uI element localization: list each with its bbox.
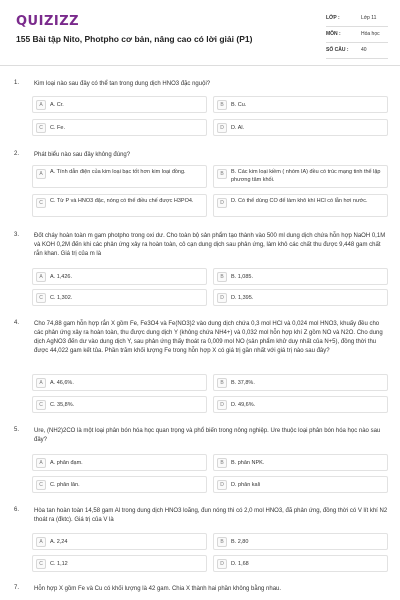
option-letter: C xyxy=(36,400,46,410)
question-text: Đốt cháy hoàn toàn m gam photpho trong oxi dư. Cho toàn bộ sản phẩm tạo thành vào 500 ml dung dịch chứa hỗn hợp NaOH 0,1M và KOH 0,2M đến khi các phản ứng xảy ra hoàn toàn, cô cạn dung dịch sau phản ứng, làm khô các chất thu được 9,448 gam chất rắn khan. Giá trị của m là xyxy=(34,233,386,257)
option-text: A. 46,6%. xyxy=(50,380,74,386)
option-b[interactable] xyxy=(213,454,388,471)
option-d[interactable] xyxy=(213,289,388,306)
option-letter: C xyxy=(36,480,46,490)
option-text: C. 35,8%. xyxy=(50,402,75,408)
option-text: B. Các kim loại kiềm ( nhóm IA) đều có trúc mạng tinh thể lập phương tâm khối. xyxy=(231,169,381,183)
option-letter: B xyxy=(217,537,227,547)
option-b[interactable] xyxy=(213,533,388,550)
meta-divider xyxy=(326,26,388,27)
question-text: Hòa tan hoàn toàn 14,58 gam Al trong dung dịch HNO3 loãng, đun nóng thì có 2,0 mol HNO3, đã phản ứng, đồng thời có V lít khí N2 thoát ra (đktc). Giá trị của V là xyxy=(34,508,388,523)
question-text: Kim loại nào sau đây có thể tan trong dung dịch HNO3 đặc nguội? xyxy=(34,81,211,87)
option-c[interactable] xyxy=(32,289,207,306)
option-letter: C xyxy=(36,559,46,569)
option-letter: A xyxy=(36,272,46,282)
option-c[interactable] xyxy=(32,396,207,413)
option-a[interactable] xyxy=(32,533,207,550)
document-title: 155 Bài tập Nito, Photpho cơ bản, nâng cao có lời giải (P1) xyxy=(16,34,253,44)
option-c[interactable] xyxy=(32,555,207,572)
option-c[interactable] xyxy=(32,476,207,493)
option-d[interactable] xyxy=(213,194,388,217)
option-text: B. 1,085. xyxy=(231,274,254,280)
option-text: B. 37,8%. xyxy=(231,380,255,386)
question-count-label: SỐ CÂU : xyxy=(326,47,349,53)
meta-divider xyxy=(326,58,388,59)
option-b[interactable] xyxy=(213,96,388,113)
option-letter: A xyxy=(36,378,46,388)
option-letter: D xyxy=(217,480,227,490)
option-letter: B xyxy=(217,458,227,468)
quizizz-logo[interactable]: QUIZIZZ xyxy=(16,14,80,29)
option-text: C. phân lân. xyxy=(50,482,80,488)
option-letter: B xyxy=(217,272,227,282)
option-text: D. Có thể dùng CO để làm khô khí HCl có lẫn hơi nước. xyxy=(231,198,368,204)
option-letter: B xyxy=(217,169,227,179)
option-letter: D xyxy=(217,400,227,410)
subject-value: Hóa học xyxy=(361,31,380,37)
option-d[interactable] xyxy=(213,476,388,493)
option-d[interactable] xyxy=(213,555,388,572)
option-b[interactable] xyxy=(213,165,388,188)
option-text: C. Từ P và HNO3 đặc, nóng có thể điều chế được H3PO4. xyxy=(50,198,194,204)
option-a[interactable] xyxy=(32,268,207,285)
option-letter: A xyxy=(36,169,46,179)
option-text: D. 49,6%. xyxy=(231,402,256,408)
option-letter: D xyxy=(217,198,227,208)
grade-value: Lớp 11 xyxy=(361,15,377,21)
option-a[interactable] xyxy=(32,454,207,471)
option-letter: C xyxy=(36,123,46,133)
option-c[interactable] xyxy=(32,194,207,217)
option-text: A. 1,426. xyxy=(50,274,73,280)
question-number: 5. xyxy=(14,427,20,433)
question-number: 1. xyxy=(14,80,20,86)
question-number: 4. xyxy=(14,320,20,326)
option-letter: D xyxy=(217,559,227,569)
question-count-value: 40 xyxy=(361,47,367,53)
option-a[interactable] xyxy=(32,374,207,391)
option-text: C. Fe. xyxy=(50,125,65,131)
option-text: C. 1,12 xyxy=(50,561,68,567)
option-letter: B xyxy=(217,378,227,388)
option-letter: C xyxy=(36,293,46,303)
option-c[interactable] xyxy=(32,119,207,136)
option-text: D. Al. xyxy=(231,125,245,131)
option-letter: A xyxy=(36,458,46,468)
option-text: A. Cr. xyxy=(50,102,64,108)
option-letter: D xyxy=(217,293,227,303)
question-number: 3. xyxy=(14,232,20,238)
option-letter: A xyxy=(36,537,46,547)
option-text: A. 2,24 xyxy=(50,539,68,545)
option-text: D. phân kali xyxy=(231,482,261,488)
meta-divider xyxy=(326,42,388,43)
question-number: 6. xyxy=(14,507,20,513)
document-header xyxy=(0,0,400,66)
option-text: A. Tính dẫn điện của kim loại bạc tốt hơn kim loại đồng. xyxy=(50,169,186,175)
option-text: A. phân đạm. xyxy=(50,460,83,466)
option-text: C. 1,302. xyxy=(50,295,73,301)
subject-label: MÔN : xyxy=(326,31,341,37)
option-a[interactable] xyxy=(32,165,207,188)
option-letter: C xyxy=(36,198,46,208)
option-text: B. phân NPK. xyxy=(231,460,265,466)
option-b[interactable] xyxy=(213,268,388,285)
option-text: B. Cu. xyxy=(231,102,247,108)
option-d[interactable] xyxy=(213,396,388,413)
question-text: Cho 74,88 gam hỗn hợp rắn X gồm Fe, Fe3O4 và Fe(NO3)2 vào dung dịch chứa 0,3 mol HCl và 0,024 mol HNO3, khuấy đều cho các phản ứng xảy ra hoàn toàn, thu được dung dịch Y (không chứa NH4+) và 0,032 mol hỗn hợp khí Z gồm NO và N2O. Cho dung dịch AgNO3 đến dư vào dung dịch Y, sau phản ứng thấy thoát ra 0,009 mol NO (sản phẩm khử duy nhất của N+5), đồng thời thu được 44,022 gam kết tủa. Phần trăm khối lượng Fe trong hỗn hợp X có giá trị gần nhất với giá trị nào sau đây? xyxy=(34,321,383,354)
question-text: Ure, (NH2)2CO là một loại phân bón hóa học quan trọng và phổ biến trong nông nghiệp. Ure thuộc loại phân bón hóa học nào sau đây? xyxy=(34,428,381,443)
question-text: Phát biểu nào sau đây không đúng? xyxy=(34,152,131,158)
option-letter: D xyxy=(217,123,227,133)
option-text: D. 1,395. xyxy=(231,295,254,301)
option-a[interactable] xyxy=(32,96,207,113)
question-number: 2. xyxy=(14,151,20,157)
option-letter: B xyxy=(217,100,227,110)
option-b[interactable] xyxy=(213,374,388,391)
option-text: B. 2,80 xyxy=(231,539,249,545)
question-text: Hỗn hợp X gồm Fe và Cu có khối lượng là 42 gam. Chia X thành hai phần không bằng nhau. xyxy=(34,586,282,592)
option-text: D. 1,68 xyxy=(231,561,249,567)
option-d[interactable] xyxy=(213,119,388,136)
grade-label: LỚP : xyxy=(326,15,340,21)
option-letter: A xyxy=(36,100,46,110)
question-number: 7. xyxy=(14,585,20,591)
